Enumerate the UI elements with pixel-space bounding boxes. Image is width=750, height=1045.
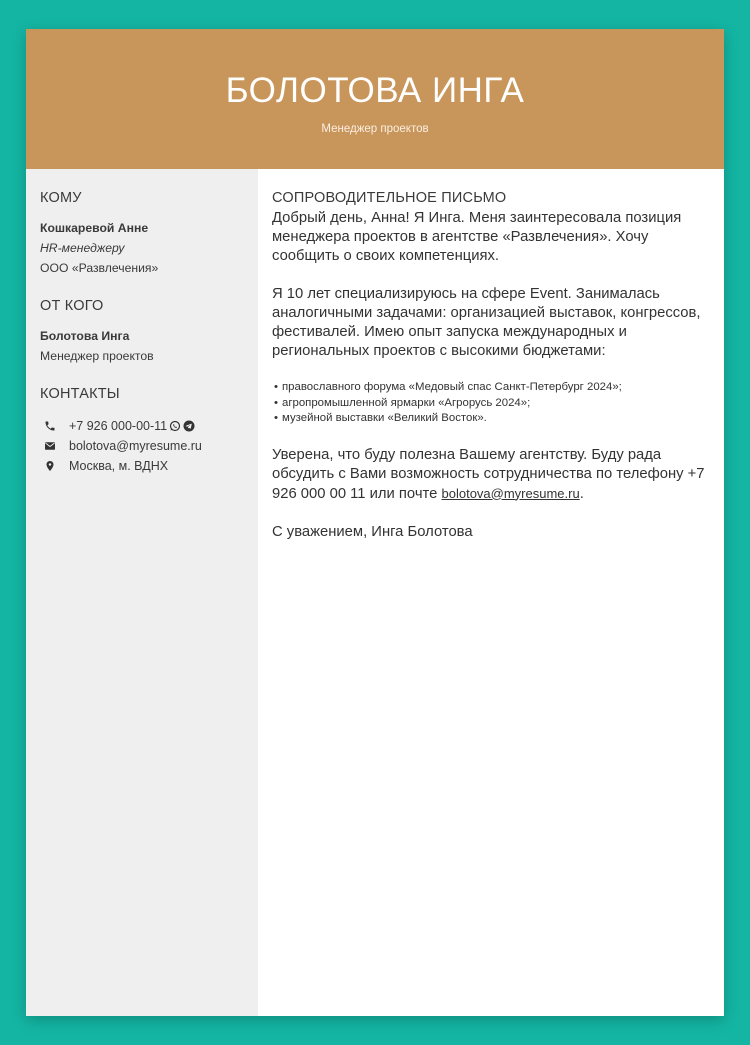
to-section-title: КОМУ bbox=[40, 190, 82, 206]
from-block bbox=[40, 326, 244, 366]
list-item: • музейной выставки «Великий Восток». bbox=[272, 411, 710, 427]
letter-paragraph-2: Я 10 лет специализируюсь на сфере Event. Занималась аналогичными задачами: организацией выставок, конгрессов, фестивалей. Имею опыт запуска международных и региональных проектов с высокими бюджетами: bbox=[272, 286, 701, 359]
recipient-company: ООО «Развлечения» bbox=[40, 261, 159, 275]
phone-row[interactable] bbox=[40, 416, 244, 436]
paragraph-3-end: . bbox=[579, 485, 584, 502]
email-link[interactable]: bolotova@myresume.ru bbox=[441, 485, 580, 501]
letter-paragraph-3 bbox=[272, 446, 710, 504]
resume-page bbox=[26, 29, 724, 1016]
phone-number: +7 926 000-00-11 bbox=[69, 419, 168, 433]
header bbox=[26, 29, 724, 169]
email-row[interactable] bbox=[40, 436, 244, 456]
letter-main bbox=[258, 169, 724, 1016]
letter-closing: С уважением, Инга Болотова bbox=[272, 523, 473, 540]
phone-icon bbox=[43, 419, 57, 433]
list-item: • агропромышленной ярмарки «Агрорусь 2024»; bbox=[272, 396, 710, 412]
candidate-name: БОЛОТОВА ИНГА bbox=[225, 71, 525, 110]
paragraph-3-text: Уверена, что буду полезна Вашему агентству. Буду рада обсудить с Вами возможность сотрудничества по телефону +7 926 000 00 11 или почте bbox=[272, 446, 705, 502]
sender-role: Менеджер проектов bbox=[40, 349, 154, 363]
location-row bbox=[40, 456, 244, 476]
mail-icon bbox=[43, 439, 57, 453]
location-text: Москва, м. ВДНХ bbox=[69, 459, 169, 473]
letter-paragraph-1: Добрый день, Анна! Я Инга. Меня заинтересовала позиция менеджера проектов в агентстве «Развлечения». Хочу сообщить о своих компетенциях. bbox=[272, 210, 682, 264]
content-body bbox=[26, 169, 724, 1016]
contacts-block bbox=[40, 416, 244, 476]
contacts-section-title: КОНТАКТЫ bbox=[40, 386, 120, 402]
whatsapp-icon[interactable] bbox=[169, 420, 181, 432]
to-block bbox=[40, 218, 244, 278]
location-pin-icon bbox=[43, 459, 57, 473]
recipient-role: HR-менеджеру bbox=[40, 241, 125, 255]
list-item: • православного форума «Медовый спас Санкт-Петербург 2024»; bbox=[272, 380, 710, 396]
candidate-position: Менеджер проектов bbox=[321, 123, 429, 135]
sender-name: Болотова Инга bbox=[40, 329, 130, 343]
letter-title: СОПРОВОДИТЕЛЬНОЕ ПИСЬМО bbox=[272, 190, 507, 206]
recipient-name: Кошкаревой Анне bbox=[40, 221, 149, 235]
projects-list bbox=[272, 380, 710, 427]
telegram-icon[interactable] bbox=[183, 420, 195, 432]
sidebar bbox=[26, 169, 258, 1016]
from-section-title: ОТ КОГО bbox=[40, 298, 104, 314]
email-address: bolotova@myresume.ru bbox=[69, 439, 202, 453]
